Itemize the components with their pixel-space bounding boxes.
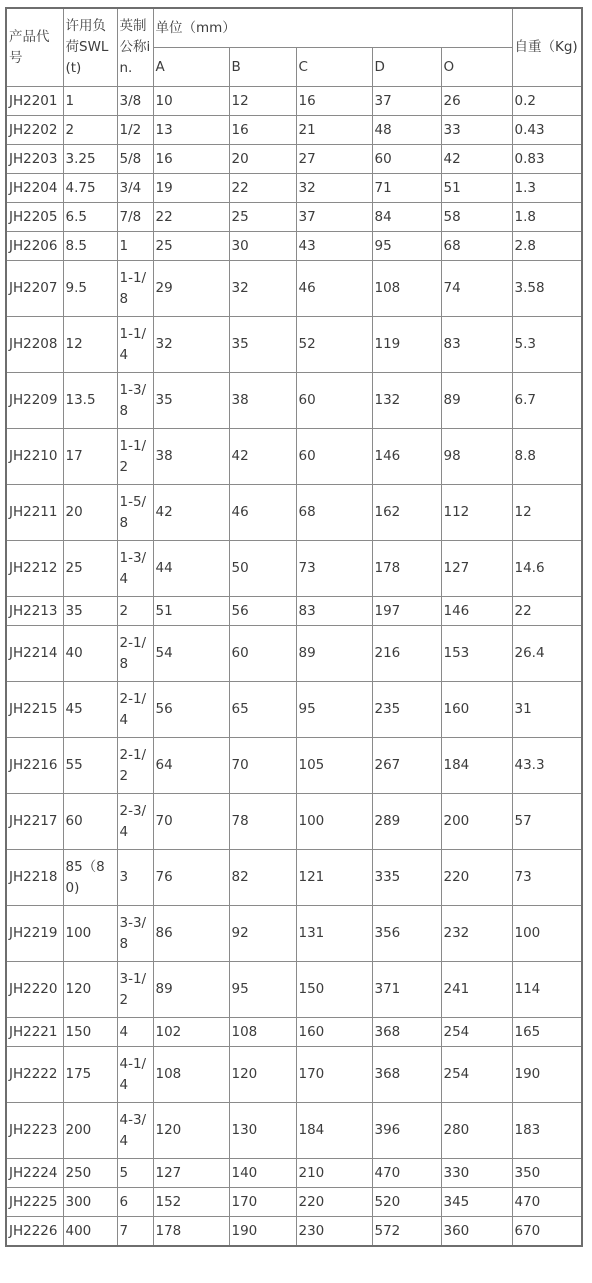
cell-dim-d: 368 bbox=[372, 1018, 441, 1047]
cell-product-code: JH2211 bbox=[6, 485, 63, 541]
table-row bbox=[6, 145, 582, 174]
cell-weight: 670 bbox=[512, 1217, 582, 1247]
cell-dim-a: 29 bbox=[153, 261, 229, 317]
cell-swl: 175 bbox=[63, 1047, 117, 1103]
cell-dim-d: 289 bbox=[372, 794, 441, 850]
cell-dim-d: 162 bbox=[372, 485, 441, 541]
cell-dim-a: 178 bbox=[153, 1217, 229, 1247]
table-row bbox=[6, 1217, 582, 1247]
cell-weight: 43.3 bbox=[512, 738, 582, 794]
cell-weight: 14.6 bbox=[512, 541, 582, 597]
cell-dim-a: 22 bbox=[153, 203, 229, 232]
table-row bbox=[6, 906, 582, 962]
cell-dim-a: 64 bbox=[153, 738, 229, 794]
cell-dim-d: 71 bbox=[372, 174, 441, 203]
cell-swl: 8.5 bbox=[63, 232, 117, 261]
cell-inch: 2-1/2 bbox=[117, 738, 153, 794]
cell-dim-o: 184 bbox=[441, 738, 512, 794]
header-row-1 bbox=[6, 8, 582, 48]
cell-dim-a: 25 bbox=[153, 232, 229, 261]
cell-dim-b: 78 bbox=[229, 794, 296, 850]
cell-dim-c: 170 bbox=[296, 1047, 372, 1103]
cell-dim-o: 112 bbox=[441, 485, 512, 541]
cell-inch: 3-1/2 bbox=[117, 962, 153, 1018]
spec-table bbox=[5, 7, 583, 1247]
cell-dim-b: 70 bbox=[229, 738, 296, 794]
cell-dim-b: 95 bbox=[229, 962, 296, 1018]
cell-dim-c: 89 bbox=[296, 626, 372, 682]
cell-dim-o: 42 bbox=[441, 145, 512, 174]
table-row bbox=[6, 261, 582, 317]
cell-inch: 5 bbox=[117, 1159, 153, 1188]
cell-product-code: JH2223 bbox=[6, 1103, 63, 1159]
cell-dim-c: 95 bbox=[296, 682, 372, 738]
cell-dim-d: 132 bbox=[372, 373, 441, 429]
table-row bbox=[6, 1188, 582, 1217]
cell-dim-c: 37 bbox=[296, 203, 372, 232]
cell-dim-b: 108 bbox=[229, 1018, 296, 1047]
cell-dim-b: 30 bbox=[229, 232, 296, 261]
cell-dim-a: 70 bbox=[153, 794, 229, 850]
cell-inch: 3/8 bbox=[117, 87, 153, 116]
cell-swl: 1 bbox=[63, 87, 117, 116]
header-weight: 自重（Kg) bbox=[512, 8, 582, 87]
cell-dim-a: 127 bbox=[153, 1159, 229, 1188]
cell-dim-b: 20 bbox=[229, 145, 296, 174]
cell-dim-o: 220 bbox=[441, 850, 512, 906]
cell-dim-c: 150 bbox=[296, 962, 372, 1018]
cell-product-code: JH2204 bbox=[6, 174, 63, 203]
table-row bbox=[6, 1103, 582, 1159]
cell-swl: 2 bbox=[63, 116, 117, 145]
cell-dim-a: 42 bbox=[153, 485, 229, 541]
cell-weight: 1.8 bbox=[512, 203, 582, 232]
table-row bbox=[6, 174, 582, 203]
cell-dim-d: 108 bbox=[372, 261, 441, 317]
cell-dim-a: 19 bbox=[153, 174, 229, 203]
cell-inch: 1-3/8 bbox=[117, 373, 153, 429]
table-row bbox=[6, 429, 582, 485]
cell-dim-o: 200 bbox=[441, 794, 512, 850]
table-row bbox=[6, 317, 582, 373]
cell-dim-a: 13 bbox=[153, 116, 229, 145]
cell-dim-d: 48 bbox=[372, 116, 441, 145]
cell-swl: 400 bbox=[63, 1217, 117, 1247]
cell-product-code: JH2215 bbox=[6, 682, 63, 738]
cell-inch: 2-1/8 bbox=[117, 626, 153, 682]
cell-dim-a: 86 bbox=[153, 906, 229, 962]
cell-swl: 300 bbox=[63, 1188, 117, 1217]
cell-swl: 55 bbox=[63, 738, 117, 794]
cell-weight: 3.58 bbox=[512, 261, 582, 317]
cell-dim-b: 25 bbox=[229, 203, 296, 232]
cell-weight: 5.3 bbox=[512, 317, 582, 373]
cell-swl: 200 bbox=[63, 1103, 117, 1159]
cell-dim-d: 216 bbox=[372, 626, 441, 682]
cell-weight: 114 bbox=[512, 962, 582, 1018]
cell-inch: 6 bbox=[117, 1188, 153, 1217]
spec-table-container bbox=[5, 7, 581, 1247]
cell-inch: 1-1/2 bbox=[117, 429, 153, 485]
cell-dim-d: 37 bbox=[372, 87, 441, 116]
cell-dim-o: 83 bbox=[441, 317, 512, 373]
cell-dim-o: 232 bbox=[441, 906, 512, 962]
cell-dim-o: 330 bbox=[441, 1159, 512, 1188]
header-dim-o: O bbox=[441, 48, 512, 87]
cell-dim-c: 131 bbox=[296, 906, 372, 962]
table-row bbox=[6, 541, 582, 597]
cell-product-code: JH2201 bbox=[6, 87, 63, 116]
cell-dim-o: 160 bbox=[441, 682, 512, 738]
cell-dim-c: 27 bbox=[296, 145, 372, 174]
cell-weight: 6.7 bbox=[512, 373, 582, 429]
cell-dim-b: 22 bbox=[229, 174, 296, 203]
header-swl: 许用负荷SWL(t) bbox=[63, 8, 117, 87]
cell-swl: 3.25 bbox=[63, 145, 117, 174]
cell-swl: 17 bbox=[63, 429, 117, 485]
cell-dim-d: 396 bbox=[372, 1103, 441, 1159]
cell-dim-d: 178 bbox=[372, 541, 441, 597]
cell-dim-a: 108 bbox=[153, 1047, 229, 1103]
cell-dim-c: 16 bbox=[296, 87, 372, 116]
cell-weight: 22 bbox=[512, 597, 582, 626]
cell-swl: 250 bbox=[63, 1159, 117, 1188]
cell-product-code: JH2217 bbox=[6, 794, 63, 850]
cell-weight: 1.3 bbox=[512, 174, 582, 203]
cell-swl: 60 bbox=[63, 794, 117, 850]
cell-dim-d: 119 bbox=[372, 317, 441, 373]
header-dim-d: D bbox=[372, 48, 441, 87]
cell-dim-o: 254 bbox=[441, 1047, 512, 1103]
cell-product-code: JH2208 bbox=[6, 317, 63, 373]
cell-swl: 35 bbox=[63, 597, 117, 626]
table-row bbox=[6, 850, 582, 906]
cell-product-code: JH2206 bbox=[6, 232, 63, 261]
cell-weight: 350 bbox=[512, 1159, 582, 1188]
cell-dim-o: 254 bbox=[441, 1018, 512, 1047]
cell-dim-a: 102 bbox=[153, 1018, 229, 1047]
cell-dim-b: 32 bbox=[229, 261, 296, 317]
cell-dim-b: 120 bbox=[229, 1047, 296, 1103]
cell-inch: 1 bbox=[117, 232, 153, 261]
cell-product-code: JH2224 bbox=[6, 1159, 63, 1188]
cell-product-code: JH2207 bbox=[6, 261, 63, 317]
header-dim-b: B bbox=[229, 48, 296, 87]
cell-dim-d: 572 bbox=[372, 1217, 441, 1247]
cell-swl: 6.5 bbox=[63, 203, 117, 232]
cell-inch: 1-3/4 bbox=[117, 541, 153, 597]
cell-product-code: JH2219 bbox=[6, 906, 63, 962]
cell-weight: 165 bbox=[512, 1018, 582, 1047]
cell-dim-a: 152 bbox=[153, 1188, 229, 1217]
cell-dim-d: 335 bbox=[372, 850, 441, 906]
table-row bbox=[6, 87, 582, 116]
cell-dim-c: 52 bbox=[296, 317, 372, 373]
cell-weight: 57 bbox=[512, 794, 582, 850]
cell-dim-c: 43 bbox=[296, 232, 372, 261]
cell-dim-c: 210 bbox=[296, 1159, 372, 1188]
cell-product-code: JH2220 bbox=[6, 962, 63, 1018]
cell-dim-o: 51 bbox=[441, 174, 512, 203]
cell-dim-o: 26 bbox=[441, 87, 512, 116]
table-row bbox=[6, 203, 582, 232]
cell-dim-d: 95 bbox=[372, 232, 441, 261]
table-row bbox=[6, 597, 582, 626]
cell-product-code: JH2221 bbox=[6, 1018, 63, 1047]
cell-dim-c: 83 bbox=[296, 597, 372, 626]
table-row bbox=[6, 232, 582, 261]
cell-weight: 31 bbox=[512, 682, 582, 738]
table-row bbox=[6, 1018, 582, 1047]
cell-swl: 150 bbox=[63, 1018, 117, 1047]
cell-weight: 183 bbox=[512, 1103, 582, 1159]
cell-dim-c: 60 bbox=[296, 429, 372, 485]
cell-inch: 3-3/8 bbox=[117, 906, 153, 962]
cell-dim-b: 140 bbox=[229, 1159, 296, 1188]
cell-product-code: JH2218 bbox=[6, 850, 63, 906]
cell-dim-o: 127 bbox=[441, 541, 512, 597]
cell-dim-d: 84 bbox=[372, 203, 441, 232]
table-row bbox=[6, 682, 582, 738]
cell-dim-o: 280 bbox=[441, 1103, 512, 1159]
table-row bbox=[6, 794, 582, 850]
cell-dim-a: 44 bbox=[153, 541, 229, 597]
cell-dim-o: 241 bbox=[441, 962, 512, 1018]
cell-dim-b: 60 bbox=[229, 626, 296, 682]
cell-product-code: JH2205 bbox=[6, 203, 63, 232]
cell-swl: 120 bbox=[63, 962, 117, 1018]
cell-dim-b: 190 bbox=[229, 1217, 296, 1247]
table-row bbox=[6, 116, 582, 145]
cell-inch: 1-1/8 bbox=[117, 261, 153, 317]
cell-dim-a: 76 bbox=[153, 850, 229, 906]
cell-swl: 40 bbox=[63, 626, 117, 682]
cell-inch: 1/2 bbox=[117, 116, 153, 145]
cell-dim-o: 360 bbox=[441, 1217, 512, 1247]
cell-dim-c: 121 bbox=[296, 850, 372, 906]
cell-swl: 20 bbox=[63, 485, 117, 541]
cell-dim-a: 32 bbox=[153, 317, 229, 373]
cell-dim-b: 65 bbox=[229, 682, 296, 738]
cell-weight: 470 bbox=[512, 1188, 582, 1217]
cell-dim-o: 58 bbox=[441, 203, 512, 232]
cell-dim-d: 356 bbox=[372, 906, 441, 962]
cell-weight: 190 bbox=[512, 1047, 582, 1103]
header-inch: 英制公称in. bbox=[117, 8, 153, 87]
cell-product-code: JH2213 bbox=[6, 597, 63, 626]
cell-dim-d: 235 bbox=[372, 682, 441, 738]
cell-product-code: JH2226 bbox=[6, 1217, 63, 1247]
cell-inch: 2-3/4 bbox=[117, 794, 153, 850]
table-row bbox=[6, 962, 582, 1018]
cell-dim-a: 56 bbox=[153, 682, 229, 738]
cell-inch: 5/8 bbox=[117, 145, 153, 174]
table-row bbox=[6, 1159, 582, 1188]
cell-dim-o: 98 bbox=[441, 429, 512, 485]
cell-product-code: JH2210 bbox=[6, 429, 63, 485]
table-row bbox=[6, 1047, 582, 1103]
cell-product-code: JH2222 bbox=[6, 1047, 63, 1103]
cell-weight: 8.8 bbox=[512, 429, 582, 485]
cell-dim-b: 130 bbox=[229, 1103, 296, 1159]
table-row bbox=[6, 626, 582, 682]
cell-inch: 1-1/4 bbox=[117, 317, 153, 373]
cell-inch: 1-5/8 bbox=[117, 485, 153, 541]
cell-dim-c: 68 bbox=[296, 485, 372, 541]
cell-dim-o: 33 bbox=[441, 116, 512, 145]
cell-dim-o: 68 bbox=[441, 232, 512, 261]
cell-dim-o: 74 bbox=[441, 261, 512, 317]
cell-inch: 7 bbox=[117, 1217, 153, 1247]
cell-dim-o: 345 bbox=[441, 1188, 512, 1217]
cell-product-code: JH2203 bbox=[6, 145, 63, 174]
cell-swl: 4.75 bbox=[63, 174, 117, 203]
cell-dim-c: 73 bbox=[296, 541, 372, 597]
cell-dim-a: 54 bbox=[153, 626, 229, 682]
cell-product-code: JH2212 bbox=[6, 541, 63, 597]
cell-dim-b: 16 bbox=[229, 116, 296, 145]
cell-dim-d: 371 bbox=[372, 962, 441, 1018]
cell-dim-b: 170 bbox=[229, 1188, 296, 1217]
cell-dim-b: 50 bbox=[229, 541, 296, 597]
cell-dim-d: 60 bbox=[372, 145, 441, 174]
cell-dim-o: 89 bbox=[441, 373, 512, 429]
cell-inch: 3 bbox=[117, 850, 153, 906]
cell-weight: 100 bbox=[512, 906, 582, 962]
cell-weight: 0.43 bbox=[512, 116, 582, 145]
cell-inch: 4 bbox=[117, 1018, 153, 1047]
table-row bbox=[6, 373, 582, 429]
cell-dim-d: 146 bbox=[372, 429, 441, 485]
cell-dim-b: 38 bbox=[229, 373, 296, 429]
cell-dim-a: 10 bbox=[153, 87, 229, 116]
cell-product-code: JH2209 bbox=[6, 373, 63, 429]
spec-table-body bbox=[6, 87, 582, 1247]
header-dim-c: C bbox=[296, 48, 372, 87]
table-row bbox=[6, 485, 582, 541]
cell-swl: 45 bbox=[63, 682, 117, 738]
cell-swl: 100 bbox=[63, 906, 117, 962]
cell-swl: 25 bbox=[63, 541, 117, 597]
header-dim-a: A bbox=[153, 48, 229, 87]
cell-swl: 12 bbox=[63, 317, 117, 373]
cell-dim-b: 12 bbox=[229, 87, 296, 116]
cell-dim-c: 105 bbox=[296, 738, 372, 794]
cell-dim-c: 220 bbox=[296, 1188, 372, 1217]
cell-dim-c: 21 bbox=[296, 116, 372, 145]
cell-dim-b: 92 bbox=[229, 906, 296, 962]
cell-inch: 2-1/4 bbox=[117, 682, 153, 738]
cell-dim-c: 46 bbox=[296, 261, 372, 317]
cell-dim-c: 184 bbox=[296, 1103, 372, 1159]
cell-inch: 7/8 bbox=[117, 203, 153, 232]
cell-weight: 2.8 bbox=[512, 232, 582, 261]
cell-dim-a: 38 bbox=[153, 429, 229, 485]
cell-dim-b: 46 bbox=[229, 485, 296, 541]
cell-dim-o: 146 bbox=[441, 597, 512, 626]
cell-dim-c: 32 bbox=[296, 174, 372, 203]
cell-weight: 73 bbox=[512, 850, 582, 906]
cell-dim-d: 267 bbox=[372, 738, 441, 794]
cell-dim-b: 35 bbox=[229, 317, 296, 373]
cell-dim-d: 520 bbox=[372, 1188, 441, 1217]
cell-weight: 0.2 bbox=[512, 87, 582, 116]
cell-dim-a: 51 bbox=[153, 597, 229, 626]
cell-dim-d: 368 bbox=[372, 1047, 441, 1103]
cell-swl: 13.5 bbox=[63, 373, 117, 429]
cell-inch: 2 bbox=[117, 597, 153, 626]
cell-product-code: JH2216 bbox=[6, 738, 63, 794]
cell-swl: 85（80) bbox=[63, 850, 117, 906]
cell-dim-c: 230 bbox=[296, 1217, 372, 1247]
cell-inch: 4-3/4 bbox=[117, 1103, 153, 1159]
cell-weight: 26.4 bbox=[512, 626, 582, 682]
cell-dim-c: 160 bbox=[296, 1018, 372, 1047]
cell-dim-a: 16 bbox=[153, 145, 229, 174]
cell-dim-c: 100 bbox=[296, 794, 372, 850]
cell-dim-o: 153 bbox=[441, 626, 512, 682]
cell-swl: 9.5 bbox=[63, 261, 117, 317]
cell-dim-a: 35 bbox=[153, 373, 229, 429]
table-row bbox=[6, 738, 582, 794]
cell-product-code: JH2202 bbox=[6, 116, 63, 145]
cell-dim-b: 42 bbox=[229, 429, 296, 485]
cell-weight: 12 bbox=[512, 485, 582, 541]
cell-dim-d: 470 bbox=[372, 1159, 441, 1188]
cell-dim-c: 60 bbox=[296, 373, 372, 429]
cell-dim-d: 197 bbox=[372, 597, 441, 626]
cell-weight: 0.83 bbox=[512, 145, 582, 174]
header-unit: 单位（mm） bbox=[153, 8, 512, 48]
cell-dim-b: 56 bbox=[229, 597, 296, 626]
cell-product-code: JH2214 bbox=[6, 626, 63, 682]
cell-dim-a: 89 bbox=[153, 962, 229, 1018]
cell-dim-b: 82 bbox=[229, 850, 296, 906]
cell-inch: 4-1/4 bbox=[117, 1047, 153, 1103]
cell-dim-a: 120 bbox=[153, 1103, 229, 1159]
cell-product-code: JH2225 bbox=[6, 1188, 63, 1217]
cell-inch: 3/4 bbox=[117, 174, 153, 203]
header-product-code: 产品代号 bbox=[6, 8, 63, 87]
